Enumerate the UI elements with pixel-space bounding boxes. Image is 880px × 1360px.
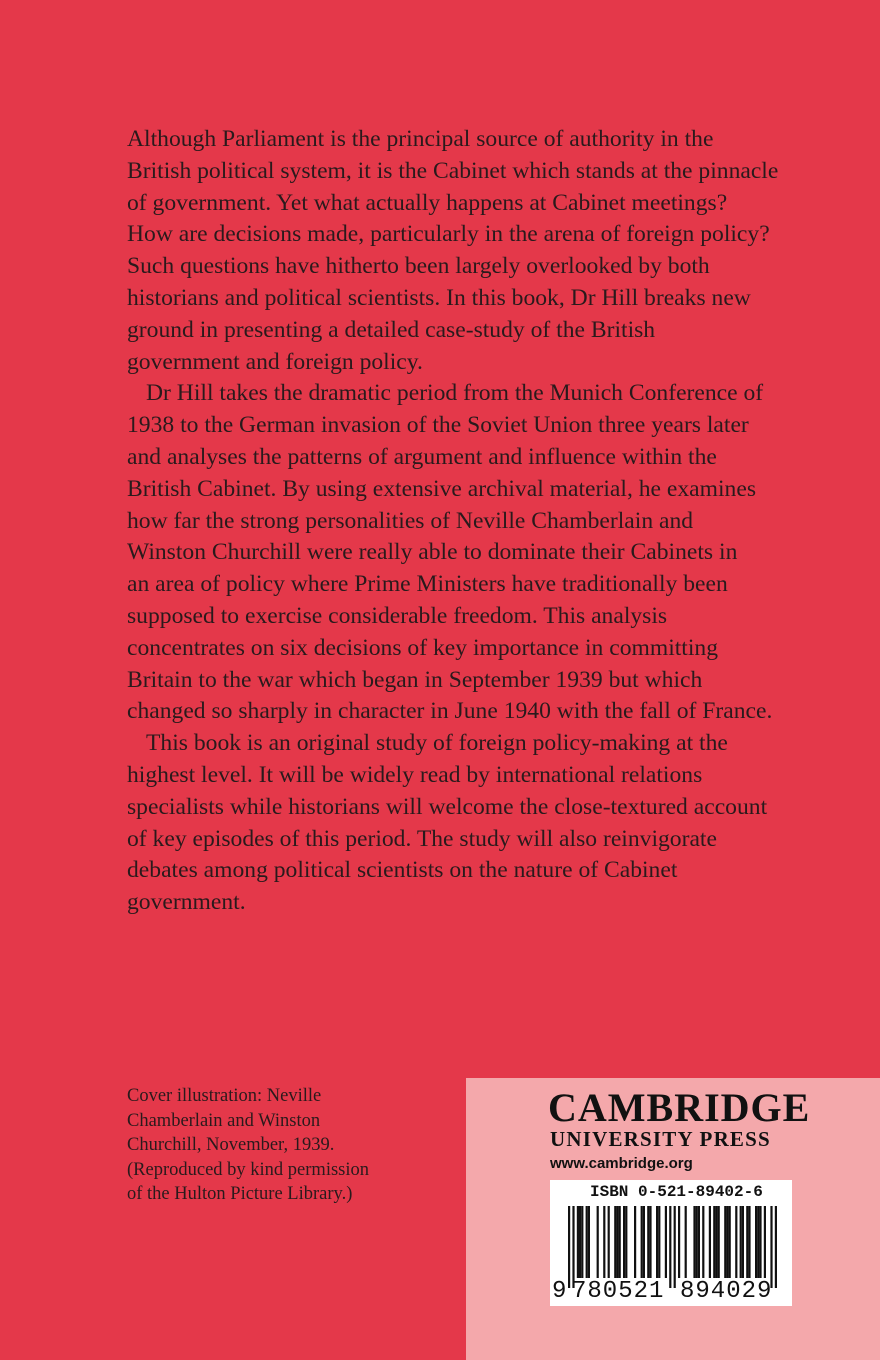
ean-digits [550,1278,792,1304]
barcode-bar [669,1206,671,1288]
ean-first-digit: 9 [552,1278,567,1305]
barcode-bar [746,1206,748,1278]
barcode-bar [577,1206,579,1278]
ean-left-group: 780521 [572,1278,665,1305]
blurb-paragraph-1: Although Parliament is the principal source of authority in the British political system, it is the Cabinet which stands at the pinnacle of government. Yet what actually happens at Cabinet meetings? How are decisions made, particularly in the arena of foreign policy? Such questions have hitherto been largely overlooked by both historians and political scientists. In this book, Dr Hill breaks new ground in presenting a detailed case-study of the British government and foreign policy. [127,126,779,375]
barcode-bar [698,1206,700,1278]
barcode-bar [623,1206,625,1278]
barcode-bar [693,1206,695,1278]
barcode-bar [770,1206,772,1288]
isbn-label: ISBN 0-521-89402-6 [590,1183,763,1201]
barcode-bar [740,1206,742,1278]
barcode-bar [619,1206,621,1278]
barcode-box [550,1180,792,1306]
barcode-bar [603,1206,605,1278]
barcode-bar [713,1206,715,1278]
blurb-paragraph-2: Dr Hill takes the dramatic period from the Munich Conference of 1938 to the German invasion of the Soviet Union three years later and analyses the patterns of argument and influence within the British Cabinet. By using extensive archival material, he examines how far the strong personalities of Neville Chamberlain and Winston Churchill were really able to dominate their Cabinets in an area of policy where Prime Ministers have traditionally been supposed to exercise considerable freedom. This analysis concentrates on six decisions of key importance in committing Britain to the war which began in September 1939 but which changed so sharply in character in June 1940 with the fall of France. [127,380,773,725]
barcode-bar [718,1206,720,1278]
barcode-bar [748,1206,750,1278]
barcode-bar [678,1206,680,1278]
barcode-bar [568,1206,570,1288]
barcode-bar [755,1206,757,1278]
barcode-bar [608,1206,610,1278]
back-cover-blurb [127,124,839,919]
barcode-bar [685,1206,687,1278]
barcode-bar [634,1206,636,1278]
barcode-bar [588,1206,590,1278]
barcode-bar [647,1206,649,1278]
barcode-bar [775,1206,777,1288]
barcode-bar [658,1206,660,1278]
barcode-bar [649,1206,651,1278]
publisher-url: www.cambridge.org [550,1155,693,1172]
barcode-bar [726,1206,728,1278]
barcode-bar [581,1206,583,1278]
barcode-bar [572,1206,574,1288]
barcode-bar [757,1206,759,1278]
barcode-bar [709,1206,711,1278]
publisher-subtitle: UNIVERSITY PRESS [550,1127,771,1151]
barcode-bar [641,1206,643,1278]
barcode-bar [696,1206,698,1278]
barcode-bar [674,1206,676,1288]
barcode-bar [715,1206,717,1278]
barcode-bar [735,1206,737,1278]
barcode-bar [764,1206,766,1278]
barcode-bar [579,1206,581,1278]
barcode-bar [614,1206,616,1278]
ean-right-group: 894029 [680,1278,773,1305]
barcode-bar [586,1206,588,1278]
barcode-bar [724,1206,726,1278]
barcode-bar [702,1206,704,1278]
barcode-bar [665,1206,667,1278]
barcode-bar [643,1206,645,1278]
publisher-panel [466,1078,880,1360]
blurb-paragraph-3: This book is an original study of foreign policy-making at the highest level. It will be widely read by international relations specialists while historians will welcome the close-textured account of key episodes of this period. The study will also reinvigorate debates among political scientists on the nature of Cabinet government. [127,730,768,916]
cover-illustration-credit: Cover illustration: Neville Chamberlain and Winston Churchill, November, 1939. (Reproduced by kind permission of the Hulton Picture Library.) [127,1086,369,1204]
barcode-bar [616,1206,618,1278]
barcode-bar [625,1206,627,1278]
barcode-bar [759,1206,761,1278]
barcode-bar [742,1206,744,1278]
barcode-bar [656,1206,658,1278]
publisher-name: CAMBRIDGE [548,1085,811,1130]
barcode-bar [597,1206,599,1278]
barcode-bar [729,1206,731,1278]
